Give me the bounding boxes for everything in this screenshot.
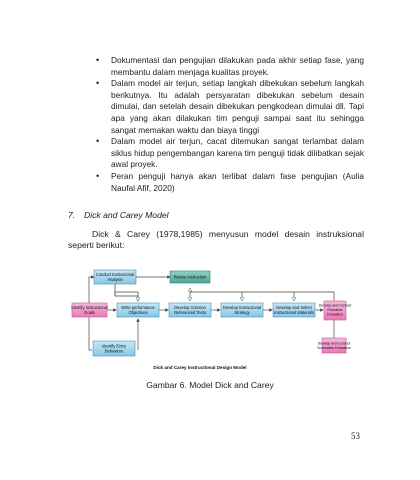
box-label: Analysis bbox=[107, 277, 123, 282]
body-paragraph: Dick & Carey (1978,1985) menyusun model desain instruksional seperti berikut: bbox=[68, 229, 364, 251]
box-label: Identify Instructional bbox=[71, 305, 108, 310]
bullet-text: Peran penguji hanya akan terlibat dalam fase pengujian (Aulia Naufal Afif, 2020) bbox=[111, 170, 364, 193]
bullet-text: Dalam model air terjun, setiap langkah dibekukan sebelum langkah berikutnya. Itu adalah persyaratan dibekukan sebelum desain dimulai, dan setelah desain dibekukan pengkodean dimulai dll. Tapi apa yang akan dilakukan tim penguji sampai saat itu sehingga sangat memakan waktu dan biaya tinggi bbox=[111, 78, 364, 135]
box-label: Develop Criterion bbox=[174, 305, 206, 310]
bullet-text: Dokumentasi dan pengujian dilakukan pada akhir setiap fase, yang membantu dalam menjaga kualitas proyek. bbox=[111, 55, 364, 77]
bullet-dot-icon: • bbox=[96, 78, 100, 89]
box-formative-evaluation bbox=[319, 301, 352, 320]
section-number: 7. bbox=[68, 210, 76, 220]
box-revise-instruction bbox=[170, 271, 210, 283]
section-heading bbox=[68, 210, 169, 220]
box-develop-tests bbox=[169, 303, 211, 317]
box-label: Develop Instructional bbox=[222, 305, 262, 310]
section-title: Dick and Carey Model bbox=[84, 210, 169, 220]
box-label: Revise Instruction bbox=[173, 274, 207, 280]
bullet-dot-icon: • bbox=[96, 170, 100, 181]
box-label: Referenced Tests bbox=[174, 310, 206, 315]
box-write-objectives bbox=[117, 303, 159, 317]
bullet-dot-icon: • bbox=[96, 136, 100, 147]
figure-caption: Gambar 6. Model Dick and Carey bbox=[146, 380, 274, 390]
box-label: Evaluation bbox=[327, 312, 343, 317]
box-conduct-analysis bbox=[94, 270, 136, 284]
box-label: Develop and Conduct bbox=[317, 341, 351, 346]
bullet-item bbox=[92, 55, 364, 78]
box-label: Summative Evaluation bbox=[317, 346, 351, 350]
box-label: Write performance bbox=[121, 305, 155, 310]
box-label: Conduct Instructional bbox=[95, 272, 135, 277]
box-develop-materials bbox=[273, 303, 315, 317]
box-label: Develop and Select bbox=[276, 305, 312, 310]
bullet-item bbox=[92, 136, 364, 171]
box-label: Strategy bbox=[234, 310, 250, 315]
diagram-title: Dick and Carey Instructional Design Model bbox=[153, 365, 247, 370]
bullet-item bbox=[92, 171, 364, 194]
box-label: Behaviors bbox=[104, 348, 124, 354]
box-label: Develop and Conduct bbox=[318, 303, 352, 308]
box-label: Formative bbox=[327, 308, 343, 312]
box-label: Goals bbox=[84, 310, 95, 315]
box-summative-evaluation bbox=[317, 338, 351, 353]
bullet-dot-icon: • bbox=[96, 55, 100, 65]
box-entry-behaviors bbox=[93, 341, 135, 356]
dick-carey-diagram bbox=[71, 268, 352, 372]
box-develop-strategy bbox=[221, 303, 263, 317]
box-label: Objectives bbox=[128, 310, 148, 315]
box-identify-goals bbox=[71, 303, 107, 317]
bullet-list bbox=[92, 55, 364, 194]
box-label: Instructional Materials bbox=[274, 310, 314, 315]
page-number: 53 bbox=[351, 431, 360, 441]
box-label: Identify Entry bbox=[102, 343, 126, 349]
bullet-text: Dalam model air terjun, cacat ditemukan sangat terlambat dalam siklus hidup pengembangan karena tim penguji tidak dilibatkan sejak awal proyek. bbox=[111, 136, 364, 170]
bullet-item bbox=[92, 78, 364, 136]
